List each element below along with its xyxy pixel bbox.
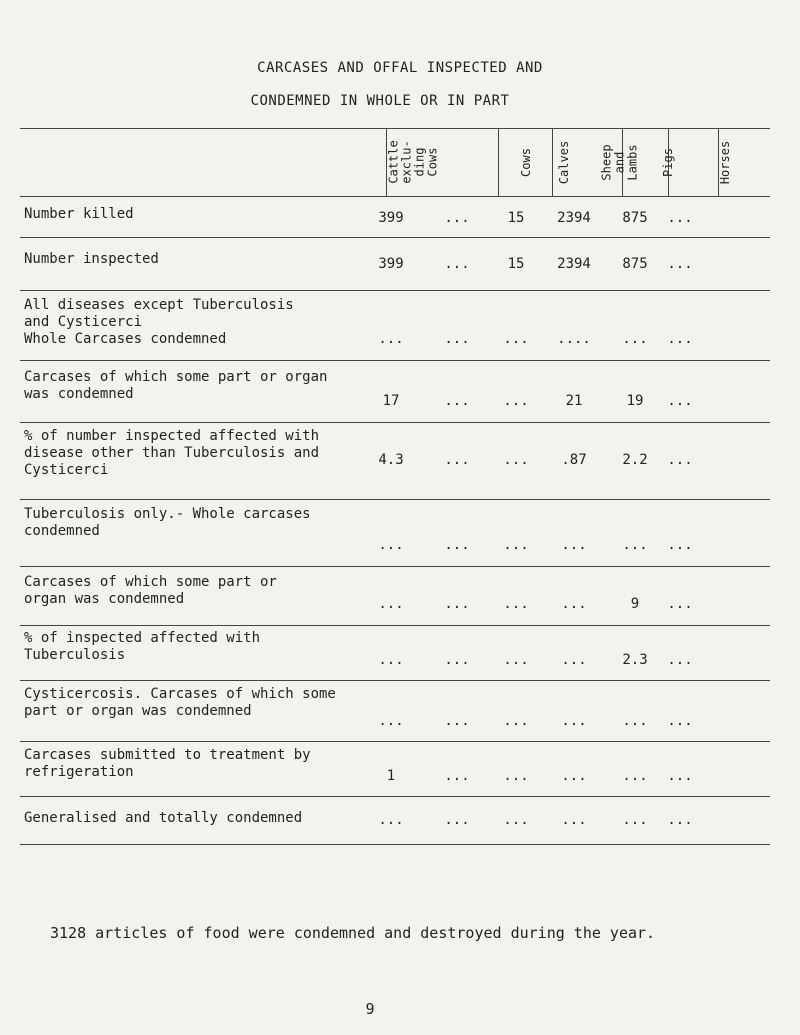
row-label: % of number inspected affected with disease other than Tuberculosis and Cysticerci	[24, 428, 320, 478]
table-cell: 1	[386, 768, 396, 784]
header-bottom-rule	[20, 196, 770, 197]
table-cell: ...	[444, 768, 470, 784]
col-header-sheep: Sheep and Lambs	[599, 143, 640, 181]
document-title-line1: CARCASES AND OFFAL INSPECTED AND	[257, 60, 543, 76]
row-label: Carcases submitted to treatment by refrigeration	[24, 747, 311, 780]
row-rule	[20, 237, 770, 238]
table-cell: 9	[630, 596, 640, 612]
table-cell: ...	[444, 210, 470, 226]
row-label: All diseases except Tuberculosis and Cysticerci Whole Carcases condemned	[24, 297, 294, 347]
table-cell: ...	[622, 812, 648, 828]
table-cell: ...	[622, 537, 648, 553]
table-cell: 15	[507, 256, 525, 272]
table-cell: ...	[444, 256, 470, 272]
table-cell: ...	[378, 652, 404, 668]
table-cell: ...	[561, 596, 587, 612]
table-cell: 2394	[557, 256, 591, 272]
document-title-line2: CONDEMNED IN WHOLE OR IN PART	[250, 93, 510, 109]
table-cell: ...	[561, 768, 587, 784]
row-label: Carcases of which some part or organ was condemned	[24, 369, 328, 402]
table-cell: ...	[667, 768, 693, 784]
table-cell: ...	[667, 812, 693, 828]
row-rule	[20, 499, 770, 500]
table-cell: ...	[503, 713, 529, 729]
col-header-pigs: Pigs	[660, 147, 675, 177]
row-rule	[20, 680, 770, 681]
table-cell: ...	[561, 713, 587, 729]
table-cell: ...	[378, 596, 404, 612]
row-rule	[20, 741, 770, 742]
table-cell: ...	[667, 713, 693, 729]
table-top-rule	[20, 128, 770, 129]
table-cell: ...	[378, 331, 404, 347]
table-cell: 399	[378, 210, 404, 226]
table-cell: ...	[667, 256, 693, 272]
table-cell: ...	[561, 537, 587, 553]
table-cell: ...	[503, 652, 529, 668]
table-cell: 17	[382, 393, 400, 409]
footer-text: 3128 articles of food were condemned and destroyed during the year.	[50, 924, 656, 942]
table-cell: .87	[561, 452, 587, 468]
table-cell: ...	[561, 812, 587, 828]
row-rule	[20, 360, 770, 361]
table-cell: ...	[622, 713, 648, 729]
table-cell: ...	[667, 393, 693, 409]
table-cell: ...	[503, 452, 529, 468]
table-cell: 2.2	[622, 452, 648, 468]
table-cell: ...	[444, 652, 470, 668]
table-cell: 399	[378, 256, 404, 272]
table-cell: ...	[378, 812, 404, 828]
table-cell: ...	[667, 210, 693, 226]
table-cell: 875	[622, 256, 648, 272]
table-cell: ...	[503, 537, 529, 553]
table-cell: ...	[503, 393, 529, 409]
table-cell: ...	[503, 768, 529, 784]
col-header-cattle: Cattle exclu- ding Cows	[386, 140, 440, 184]
table-cell: ...	[444, 331, 470, 347]
table-cell: ...	[622, 331, 648, 347]
table-cell: ...	[444, 812, 470, 828]
table-cell: ....	[557, 331, 591, 347]
table-cell: ...	[667, 596, 693, 612]
col-header-calves: Calves	[557, 140, 572, 184]
table-cell: ...	[667, 331, 693, 347]
table-cell: ...	[378, 713, 404, 729]
table-bottom-rule	[20, 844, 770, 845]
table-cell: ...	[444, 393, 470, 409]
table-cell: 2.3	[622, 652, 648, 668]
table-cell: ...	[444, 452, 470, 468]
row-label: Carcases of which some part or organ was condemned	[24, 574, 277, 607]
table-cell: ...	[667, 652, 693, 668]
table-cell: 4.3	[378, 452, 404, 468]
row-label: Tuberculosis only.- Whole carcases condemned	[24, 506, 311, 539]
table-cell: ...	[444, 596, 470, 612]
table-cell: 2394	[557, 210, 591, 226]
table-cell: 15	[507, 210, 525, 226]
table-cell: ...	[503, 331, 529, 347]
table-cell: 875	[622, 210, 648, 226]
row-rule	[20, 625, 770, 626]
table-cell: ...	[444, 713, 470, 729]
row-label: Cysticercosis. Carcases of which some part or organ was condemned	[24, 686, 336, 719]
row-label: Number inspected	[24, 251, 159, 267]
page-number: 9	[365, 1000, 375, 1018]
table-cell: ...	[667, 452, 693, 468]
col-header-cows: Cows	[518, 147, 533, 177]
row-rule	[20, 796, 770, 797]
row-label: Number killed	[24, 206, 134, 222]
table-cell: ...	[503, 812, 529, 828]
row-rule	[20, 566, 770, 567]
table-cell: ...	[503, 596, 529, 612]
row-label: Generalised and totally condemned	[24, 810, 303, 826]
row-rule	[20, 422, 770, 423]
table-cell: ...	[622, 768, 648, 784]
table-cell: 21	[565, 393, 583, 409]
table-cell: ...	[667, 537, 693, 553]
table-cell: ...	[378, 537, 404, 553]
row-label: % of inspected affected with Tuberculosis	[24, 630, 261, 663]
table-cell: 19	[626, 393, 644, 409]
col-header-horses: Horses	[718, 140, 733, 184]
row-rule	[20, 290, 770, 291]
table-cell: ...	[561, 652, 587, 668]
table-cell: ...	[444, 537, 470, 553]
